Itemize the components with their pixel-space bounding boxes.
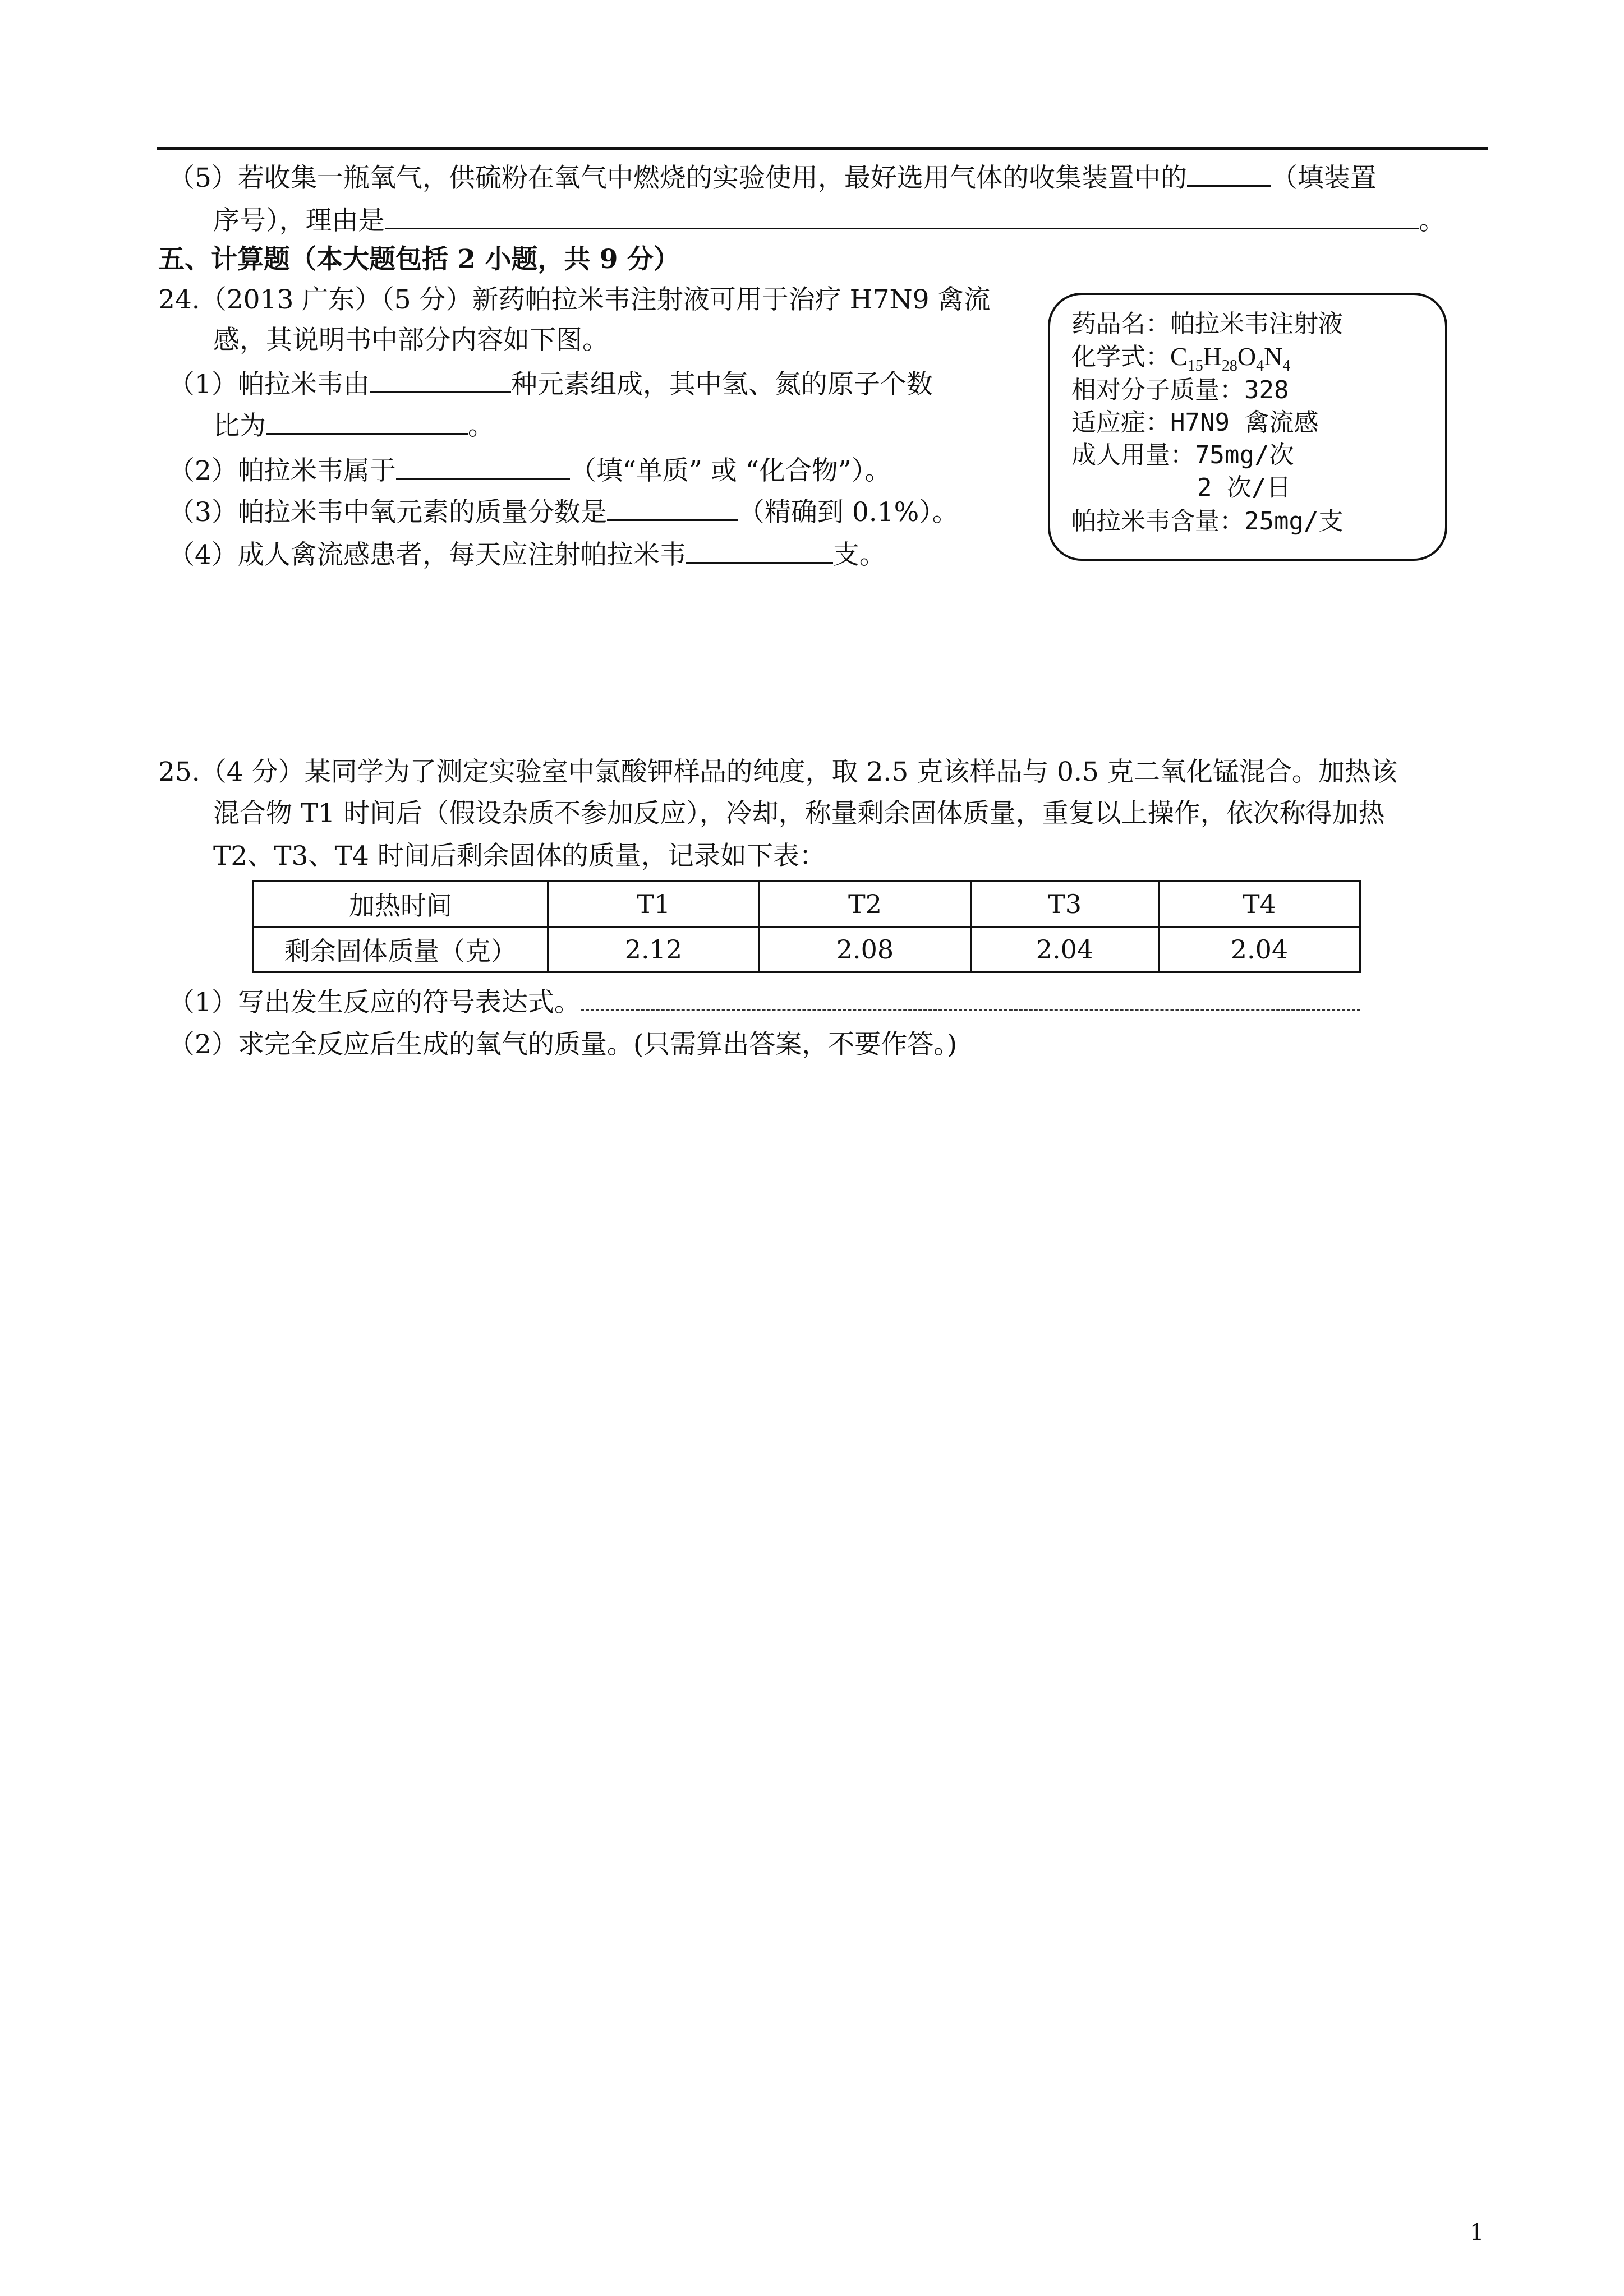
q23-5-text2: 序号），理由是 [213, 205, 385, 236]
table-cell: 2.12 [548, 927, 760, 972]
table-cell: T3 [971, 882, 1159, 927]
q24-part4 [168, 536, 886, 574]
table-cell: 剩余固体质量（克） [254, 927, 548, 972]
q25-part2: （2）求完全反应后生成的氧气的质量。(只需算出答案，不要作答。) [168, 1029, 958, 1060]
table-cell: 2.08 [760, 927, 971, 972]
q24-part3-text-a: （3）帕拉米韦中氧元素的质量分数是 [168, 497, 607, 528]
page-number: 1 [1470, 2220, 1484, 2246]
drug-frequency: 2 次/日 [1197, 473, 1291, 502]
answer-blank[interactable] [607, 494, 738, 521]
drug-formula-prefix: 化学式： [1071, 343, 1170, 371]
q25-stem-line3: T2、T3、T4 时间后剩余固体的质量，记录如下表： [213, 841, 826, 872]
q24-part2 [168, 452, 891, 490]
section-title: 五、计算题（本大题包括 2 小题，共 9 分） [158, 244, 680, 275]
table-cell: T2 [760, 882, 971, 927]
drug-indication: 适应症：H7N9 禽流感 [1071, 408, 1319, 437]
q23-5-line1 [168, 159, 1377, 197]
q23-5-line2 [213, 202, 1446, 239]
answer-blank[interactable] [266, 407, 468, 435]
formula-element: O [1237, 342, 1257, 371]
q24-stem-line1: 24.（2013 广东）（5 分）新药帕拉米韦注射液可用于治疗 H7N9 禽流 [158, 284, 991, 315]
table-cell: T4 [1159, 882, 1360, 927]
q24-part4-text-a: （4）成人禽流感患者，每天应注射帕拉米韦 [168, 540, 686, 570]
q25-part1-text: （1）写出发生反应的符号表达式。 [168, 987, 581, 1018]
table-row [254, 927, 1360, 972]
q25-part1 [168, 984, 1360, 1021]
drug-dose: 成人用量：75mg/次 [1071, 441, 1294, 469]
answer-blank[interactable] [581, 984, 1360, 1011]
drug-formula [1071, 340, 1290, 374]
formula-subscript: 28 [1221, 357, 1237, 375]
q24-stem-line2: 感，其说明书中部分内容如下图。 [213, 325, 609, 356]
q24-part2-text-b: （填“单质” 或 “化合物”）。 [569, 455, 891, 486]
formula-subscript: 4 [1256, 357, 1264, 375]
table-header-row [254, 882, 1360, 927]
drug-content: 帕拉米韦含量：25mg/支 [1071, 507, 1344, 536]
formula-subscript: 15 [1187, 357, 1203, 375]
formula-element: N [1264, 342, 1283, 371]
heating-data-table [252, 880, 1361, 973]
chemical-formula [1170, 342, 1291, 375]
top-rule [157, 147, 1488, 150]
table-cell: 2.04 [971, 927, 1159, 972]
table-cell: 加热时间 [254, 882, 548, 927]
q24-part1-text-d: 。 [468, 411, 494, 441]
table-cell: T1 [548, 882, 760, 927]
q24-part3-text-b: （精确到 0.1%）。 [738, 497, 959, 528]
q24-part3 [168, 494, 959, 531]
drug-label-box [1048, 293, 1447, 561]
q23-5-text1-end: （填装置 [1271, 163, 1377, 193]
answer-blank[interactable] [1187, 159, 1271, 187]
q24-part1-line1 [168, 366, 933, 403]
q24-part1-text-c: 比为 [213, 411, 266, 441]
q23-5-text2-end: 。 [1419, 205, 1446, 236]
q25-stem-line1: 25.（4 分）某同学为了测定实验室中氯酸钾样品的纯度，取 2.5 克该样品与 0.5 克二氧化锰混合。加热该 [158, 757, 1397, 787]
q24-part2-text-a: （2）帕拉米韦属于 [168, 455, 396, 486]
formula-element: H [1203, 342, 1222, 371]
q24-part1-text-b: 种元素组成，其中氢、氮的原子个数 [510, 369, 933, 400]
drug-molecular-mass: 相对分子质量：328 [1071, 376, 1289, 404]
answer-blank[interactable] [686, 536, 833, 564]
drug-name: 药品名：帕拉米韦注射液 [1071, 310, 1343, 338]
q24-part1-text-a: （1）帕拉米韦由 [168, 369, 370, 400]
formula-subscript: 4 [1282, 357, 1291, 375]
answer-blank[interactable] [370, 366, 511, 393]
table-cell: 2.04 [1159, 927, 1360, 972]
formula-element: C [1170, 342, 1188, 371]
answer-blank[interactable] [385, 202, 1419, 229]
q23-5-text1: （5）若收集一瓶氧气，供硫粉在氧气中燃烧的实验使用，最好选用气体的收集装置中的 [168, 163, 1187, 193]
answer-blank[interactable] [396, 452, 570, 480]
q24-part4-text-b: 支。 [832, 540, 886, 570]
q25-stem-line2: 混合物 T1 时间后（假设杂质不参加反应），冷却，称量剩余固体质量，重复以上操作，依次称得加热 [213, 798, 1385, 829]
q24-part1-line2 [213, 407, 494, 445]
